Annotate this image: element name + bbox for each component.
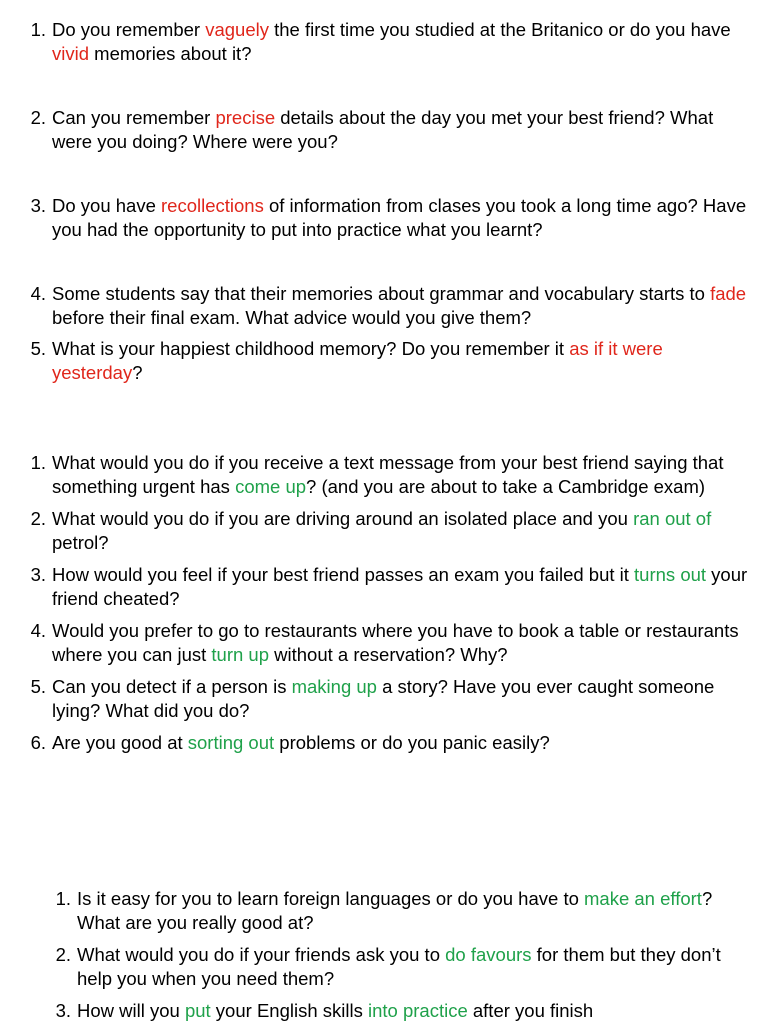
- question-list-collocations: [45, 887, 750, 1031]
- question-item: [20, 731, 750, 755]
- question-text: [52, 507, 750, 555]
- question-number: 1.: [30, 452, 46, 473]
- question-number: 4.: [30, 620, 46, 641]
- question-list-phrasal-verbs: [20, 451, 750, 763]
- question-number: 3.: [30, 195, 46, 216]
- question-text-fragment: without a reservation? Why?: [269, 644, 508, 665]
- question-text-fragment: Is it easy for you to learn foreign languages or do you have to: [77, 888, 585, 909]
- question-item: [20, 194, 750, 242]
- highlighted-phrase: ran out of: [633, 508, 712, 529]
- question-list-memory: [20, 18, 750, 425]
- question-text: [77, 999, 750, 1023]
- question-text-fragment: for them but they don’t help you when you need them?: [77, 944, 721, 989]
- highlighted-phrase: do favours: [445, 944, 532, 965]
- question-number: 5.: [30, 676, 46, 697]
- question-text-fragment: What would you do if your friends ask you to: [77, 944, 446, 965]
- question-text-fragment: your friend cheated?: [52, 564, 748, 609]
- question-text: [52, 619, 750, 667]
- highlighted-phrase: vaguely: [205, 19, 269, 40]
- question-item: [20, 619, 750, 667]
- highlighted-phrase: turns out: [634, 564, 707, 585]
- highlighted-phrase: recollections: [161, 195, 264, 216]
- question-item: [45, 999, 750, 1023]
- question-number: 1.: [55, 888, 71, 909]
- highlighted-phrase: put: [184, 1000, 211, 1021]
- question-item: [45, 943, 750, 991]
- question-text-fragment: What would you do if you receive a text message from your best friend saying that something urgent has: [52, 452, 724, 497]
- question-text: [52, 18, 750, 66]
- question-number: 3.: [30, 564, 46, 585]
- question-text: [52, 282, 750, 330]
- question-number: 6.: [30, 732, 46, 753]
- question-text-fragment: Some students say that their memories about grammar and vocabulary starts to: [52, 283, 711, 304]
- question-text-fragment: your English skills: [210, 1000, 368, 1021]
- question-number: 5.: [30, 338, 46, 359]
- question-text-fragment: memories about it?: [89, 43, 252, 64]
- highlighted-phrase: make an effort: [584, 888, 702, 909]
- question-text-fragment: details about the day you met your best friend? What were you doing? Where were you?: [52, 107, 714, 152]
- question-text-fragment: Would you prefer to go to restaurants where you have to book a table or restaurants where you can just: [52, 620, 739, 665]
- question-text-fragment: What would you do if you are driving around an isolated place and you: [52, 508, 634, 529]
- question-item: [20, 337, 750, 385]
- highlighted-phrase: vivid: [52, 43, 90, 64]
- question-text: [77, 943, 750, 991]
- question-text: [52, 675, 750, 723]
- question-text-fragment: What is your happiest childhood memory? Do you remember it: [52, 338, 570, 359]
- question-text-fragment: a story? Have you ever caught someone lying? What did you do?: [52, 676, 715, 721]
- question-text-fragment: Do you have: [52, 195, 162, 216]
- question-text: [52, 337, 750, 385]
- question-text-fragment: Do you remember: [52, 19, 206, 40]
- question-text-fragment: How would you feel if your best friend passes an exam you failed but it: [52, 564, 635, 585]
- question-item: [20, 18, 750, 66]
- question-item: [20, 451, 750, 499]
- question-text-fragment: Are you good at: [52, 732, 188, 753]
- question-item: [20, 282, 750, 330]
- question-item: [45, 887, 750, 935]
- highlighted-phrase: precise: [215, 107, 276, 128]
- highlighted-phrase: making up: [291, 676, 377, 697]
- question-item: [20, 507, 750, 555]
- question-text-fragment: Can you detect if a person is: [52, 676, 292, 697]
- question-text-fragment: petrol?: [52, 532, 109, 553]
- question-text-fragment: ?: [132, 362, 143, 383]
- question-text-fragment: How will you: [77, 1000, 185, 1021]
- highlighted-phrase: into practice: [367, 1000, 468, 1021]
- question-text-fragment: of information from clases you took a long time ago? Have you had the opportunity to put into practice what you learnt?: [52, 195, 747, 240]
- question-text: [52, 563, 750, 611]
- question-text: [52, 194, 750, 242]
- question-text-fragment: Can you remember: [52, 107, 216, 128]
- question-text: [52, 106, 750, 154]
- question-text: [77, 887, 750, 935]
- highlighted-phrase: come up: [235, 476, 307, 497]
- question-number: 1.: [30, 19, 46, 40]
- highlighted-phrase: sorting out: [187, 732, 275, 753]
- question-item: [20, 675, 750, 723]
- question-text-fragment: the first time you studied at the Britanico or do you have: [268, 19, 731, 40]
- question-text: [52, 731, 750, 755]
- highlighted-phrase: fade: [710, 283, 747, 304]
- question-text-fragment: ? (and you are about to take a Cambridge exam): [306, 476, 706, 497]
- question-number: 3.: [55, 1000, 71, 1021]
- question-text-fragment: ? What are you really good at?: [77, 888, 713, 933]
- question-number: 4.: [30, 283, 46, 304]
- question-number: 2.: [30, 107, 46, 128]
- question-text: [52, 451, 750, 499]
- question-number: 2.: [30, 508, 46, 529]
- question-number: 2.: [55, 944, 71, 965]
- question-text-fragment: before their final exam. What advice would you give them?: [52, 307, 532, 328]
- question-text-fragment: after you finish: [467, 1000, 594, 1021]
- highlighted-phrase: as if it were yesterday: [52, 338, 663, 383]
- highlighted-phrase: turn up: [211, 644, 270, 665]
- question-item: [20, 563, 750, 611]
- question-text-fragment: problems or do you panic easily?: [274, 732, 550, 753]
- question-item: [20, 106, 750, 154]
